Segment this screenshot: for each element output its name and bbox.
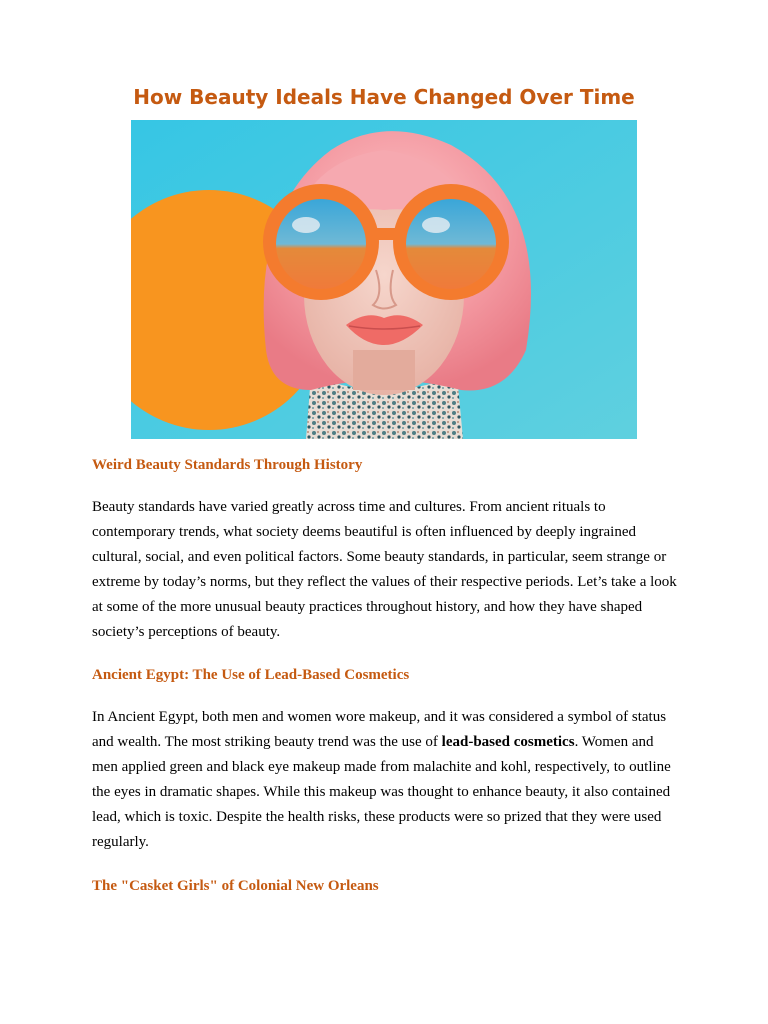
section-heading-ancient-egypt: Ancient Egypt: The Use of Lead-Based Cosmetics (92, 667, 410, 683)
section-paragraph-weird-beauty-standards: Beauty standards have varied greatly across time and cultures. From ancient rituals to contemporary trends, what society deems beautiful is often influenced by deeply ingrained cultural, social, and even political factors. Some beauty standards, in particular, seem strange or extreme by today’s norms, but they reflect the values of their respective periods. Let’s take a look at some of the more unusual beauty practices throughout history, and how they have shaped society’s perceptions of beauty. (92, 499, 677, 640)
bold-term-lead-based-cosmetics: lead-based cosmetics (441, 734, 575, 750)
page-title: How Beauty Ideals Have Changed Over Time (133, 85, 635, 109)
paragraph-text: In Ancient Egypt, both men and women wore makeup, and it was considered a symbol of status and wealth. The most striking beauty trend was the use of (92, 709, 667, 750)
hero-image (131, 120, 637, 439)
section-heading-weird-beauty-standards: Weird Beauty Standards Through History (92, 457, 363, 473)
section-heading-casket-girls: The "Casket Girls" of Colonial New Orleans (92, 878, 379, 894)
section-paragraph-ancient-egypt (92, 705, 682, 855)
paragraph-text: . Women and men applied green and black eye makeup made from malachite and kohl, respectively, to outline the eyes in dramatic shapes. While this makeup was thought to enhance beauty, it also contained lead, which is toxic. Despite the health risks, these products were so prized that they were used regularly. (92, 734, 671, 850)
portrait-pink-hair-orange-sunglasses-image (131, 120, 637, 439)
